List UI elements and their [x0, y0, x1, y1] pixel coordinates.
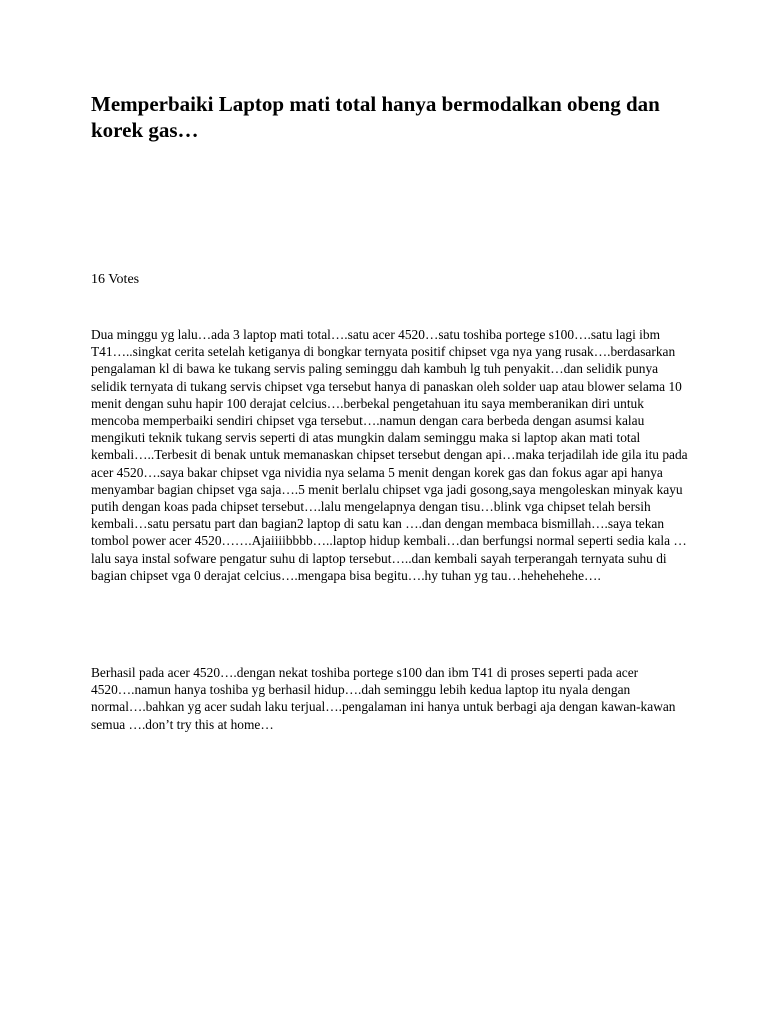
- article-paragraph-1: Dua minggu yg lalu…ada 3 laptop mati total….satu acer 4520…satu toshiba portege s100….satu lagi ibm T41…..singkat cerita setelah ketiganya di bongkar ternyata positif chipset vga nya yang rusak….berdasarkan pengalaman kl di bawa ke tukang servis paling seminggu dah kambuh lg tuh penyakit…dan selidik punya selidik ternyata di tukang servis chipset vga tersebut hanya di panaskan oleh solder uap atau blower selama 10 menit dengan suhu hapir 100 derajat celcius….berbekal pengetahuan itu saya memberanikan diri untuk mencoba memperbaiki sendiri chipset vga tersebut….namun dengan cara berbeda dengan asumsi kalau mengikuti teknik tukang servis seperti di atas mungkin dalam seminggu maka si laptop akan mati total kembali…..Terbesit di benak untuk memanaskan chipset tersebut dengan api…maka terjadilah ide gila itu pada acer 4520….saya bakar chipset vga nividia nya selama 5 menit dengan korek gas dan fokus agar api hanya menyambar bagian chipset vga saja….5 menit berlalu chipset vga jadi gosong,saya mengoleskan minyak kayu putih dengan koas pada chipset tersebut….lalu mengelapnya dengan tisu…blink vga chipset telah bersih kembali…satu persatu part dan bagian2 laptop di satu kan ….dan dengan membaca bismillah….saya tekan tombol power acer 4520…….Ajaiiiibbbb…..laptop hidup kembali…dan berfungsi normal seperti sedia kala …lalu saya instal sofware pengatur suhu di laptop tersebut…..dan kembali sayah terperangah ternyata suhu di bagian chipset vga 0 derajat celcius….mengapa bisa begitu….hy tuhan yg tau…hehehehehe….: [91, 327, 688, 583]
- article-paragraph-2: Berhasil pada acer 4520….dengan nekat toshiba portege s100 dan ibm T41 di proses seperti pada acer 4520….namun hanya toshiba yg berhasil hidup….dah seminggu lebih kedua laptop itu nyala dengan normal….bahkan yg acer sudah laku terjual….pengalaman ini hanya untuk berbagi aja dengan kawan-kawan semua ….don’t try this at home…: [91, 665, 676, 732]
- article-title: Memperbaiki Laptop mati total hanya bermodalkan obeng dan korek gas…: [91, 92, 660, 142]
- votes-count: 16 Votes: [91, 272, 140, 287]
